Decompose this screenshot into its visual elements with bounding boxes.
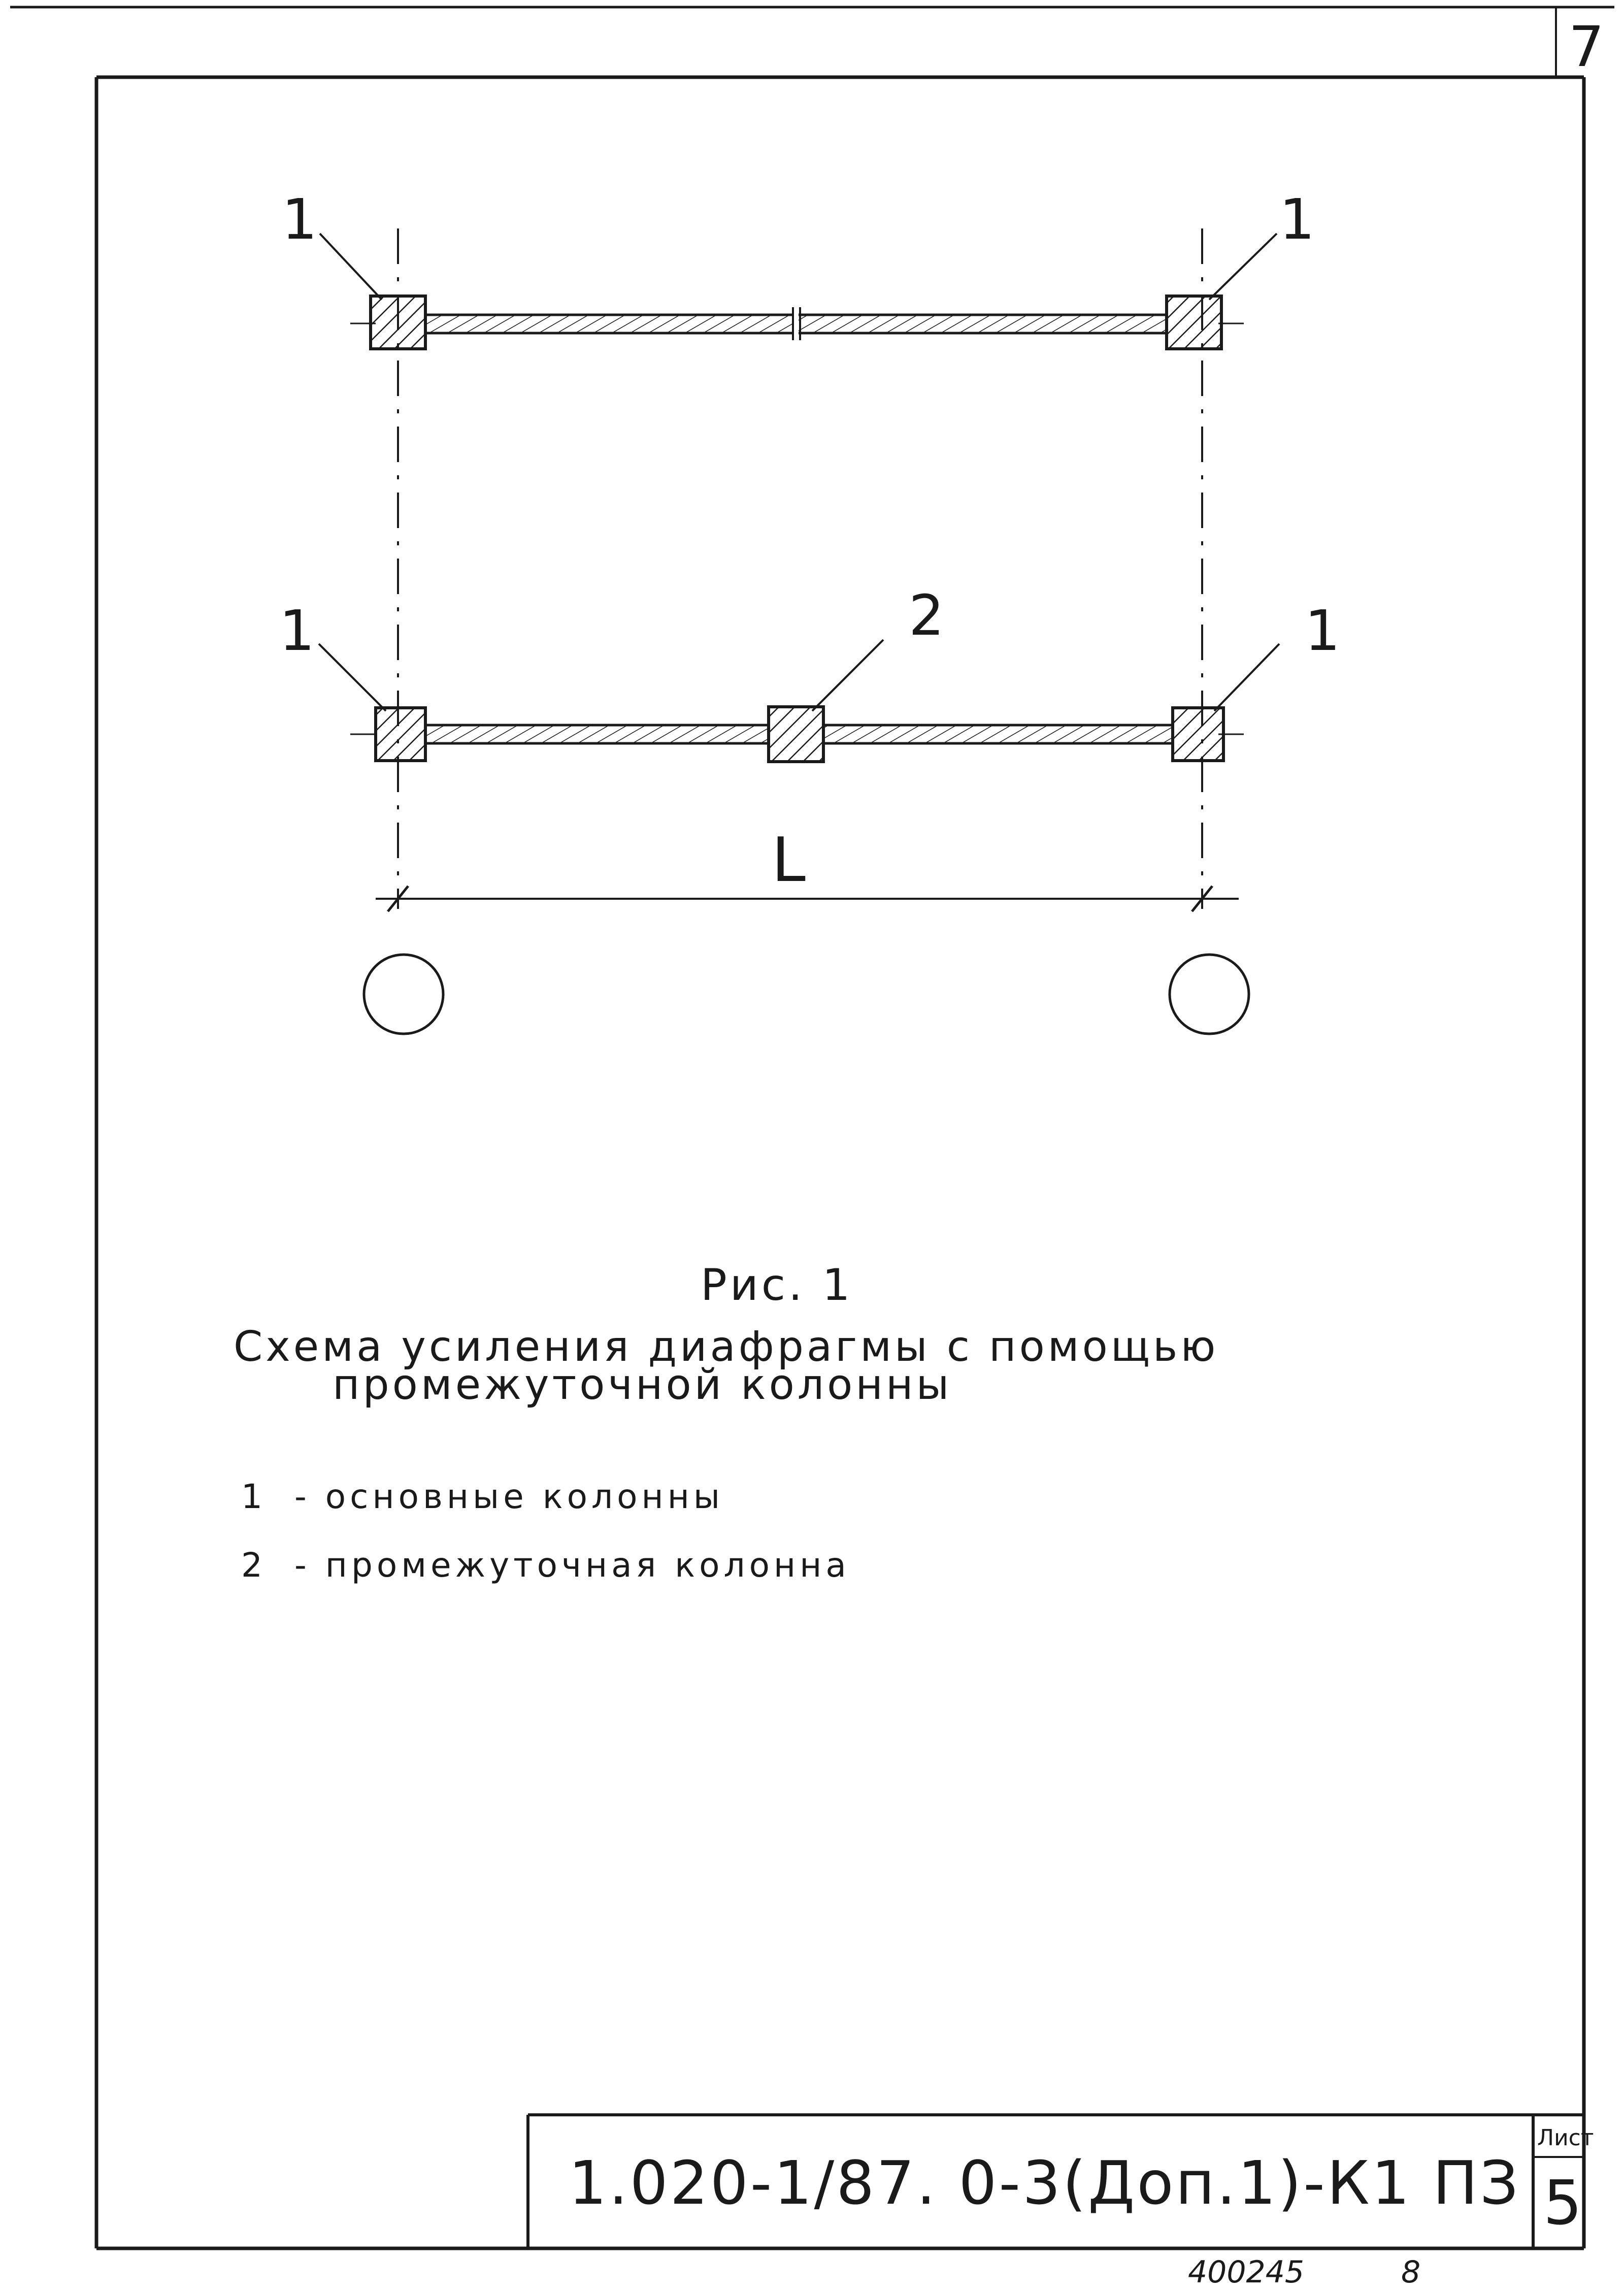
span-label: L (772, 825, 806, 896)
axis-bubble-left (364, 955, 443, 1034)
caption-line-1: Схема усиления диафрагмы с помощью (234, 1323, 1219, 1371)
caption-line-2: промежуточной колонны (333, 1361, 952, 1409)
beam-lower-right (823, 725, 1173, 743)
lower-diaphragm (319, 640, 1279, 762)
legend-num-1: 1 (241, 1477, 267, 1516)
legend-text-1: - основные колонны (294, 1477, 724, 1516)
sheet-number: 5 (1543, 2168, 1582, 2239)
callout-1-upper-right: 1 (1279, 187, 1315, 252)
dimension-span (376, 825, 1239, 911)
intermediate-column (769, 707, 823, 762)
inventory-extra: 8 (1401, 2254, 1421, 2289)
sheet-border (10, 7, 1614, 2248)
callout-1-lower-right: 1 (1305, 598, 1340, 663)
callout-2-intermediate: 2 (909, 583, 944, 648)
figure-caption (234, 1260, 1218, 1409)
main-column-upper-right (1167, 296, 1221, 349)
upper-diaphragm (320, 234, 1277, 349)
legend-text-2: - промежуточная колонна (294, 1546, 850, 1585)
inventory-stamp (1188, 2254, 1420, 2289)
axis-centerlines (350, 323, 1249, 734)
main-column-upper-left (371, 296, 425, 349)
legend (241, 1477, 850, 1585)
figure-number: Рис. 1 (701, 1260, 853, 1311)
callout-labels (279, 187, 1340, 663)
main-column-lower-left (376, 708, 425, 761)
document-code: 1.020-1/87. 0-3(Доп.1)-К1 ПЗ (569, 2148, 1520, 2218)
page-number: 7 (1569, 14, 1604, 79)
callout-1-lower-left: 1 (279, 598, 315, 663)
title-block (528, 2115, 1594, 2248)
axis-bubble-right (1170, 955, 1249, 1034)
inventory-number: 400245 (1188, 2254, 1305, 2289)
sheet-label: Лист (1537, 2125, 1594, 2151)
axis-bubbles (364, 955, 1249, 1034)
beam-lower-left (425, 725, 769, 743)
callout-1-upper-left: 1 (282, 187, 317, 252)
legend-num-2: 2 (241, 1546, 267, 1585)
main-column-lower-right (1173, 708, 1223, 761)
